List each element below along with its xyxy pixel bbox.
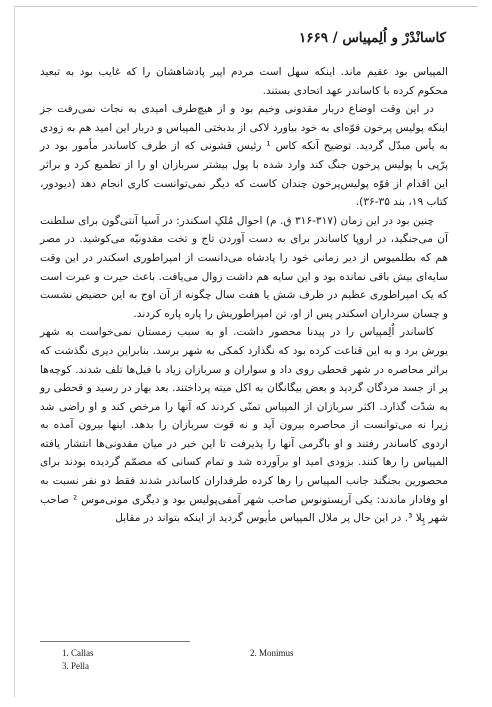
page-edge-top — [14, 6, 478, 7]
page-edge-left — [14, 6, 15, 697]
footnotes — [62, 647, 448, 673]
footnote-2: 2. Monimus — [250, 648, 294, 658]
footnote-3: 3. Pella — [62, 661, 89, 671]
footnote-row — [62, 660, 448, 673]
footnote-rule — [40, 641, 190, 642]
running-header: کاسانْدْرْ و اُلِمپیاس / ۱۶۶۹ — [298, 30, 446, 46]
footnote-row — [62, 647, 448, 660]
paragraph-2: در این وقت اوضاع دربار مقدونی وخیم بود و از هیچ‌طرف امیدی به نجات نمی‌رفت جز اینکه پولیس پرخون قوّه‌ای به خود بیاورد لاکی از بدبختی المپیاس و دربار این امید هم به زودی به یأس مبدّل گردید. توضیح آنکه کاس ¹ رئیس قشونی که از طرف کاساندر مأمور بود در پرّپی با پولیس پرخون جنگ کند وارد شده با پول بیشتر سربازان او را از تطمیع کرد و براثر این اقدام از قوّه پولیس‌پرخون چندان کاست که دیگر نمی‌توانست کاری انجام دهد (دیودور، کتاب ۱۹، بند ۳۵-۳۶). — [40, 103, 448, 209]
footnote-1: 1. Callas — [62, 648, 94, 658]
paragraph-1: المپیاس بود عقیم ماند. اینکه سهل است مردم اپیر پادشاهشان را که غایب بود به تبعید محکوم کرده با کاساندر عهد اتحادی بستند. — [40, 66, 448, 97]
paragraph-4: کاساندر اُلِمپیاس را در پیدنا محصور داشت. او به سبب زمستان نمی‌خواست به شهر یورش برد و به این قناعت کرده بود که نگذارد کمکی به شهر برسد. بنابراین دیری نگذشت که براثر محاصره در شهر قحطی روی داد و سواران و سربازان زیاد با فیل‌ها تلف شدند. کوچه‌ها پر از جسد مردگان گردید و بعض بیگانگان به اکل میته پرداختند. بعد بهار در رسید و قحطی رو به شدّت گذارد. اکثر سربازان از المپیاس تمنّی کردند که آنها را مرخص کند و او راضی شد زیرا نه می‌توانست از محاصره بیرون آید و نه قوت سربازان را بدهد. اینها بیرون آمده به اردوی کاساندر رفتند و او باگرمی آنها را پذیرفت تا این خبر در میان مقدونی‌ها انتشار یافته المپیاس را رها کنند. بزودی امید او برآورده شد و تمام کسانی که مصمّم گردیده بودند برای محصورین بجنگند جانب المپیاس را رها کرده طرفداران کاساندر شدند فقط دو نفر نسبت به او وفادار ماندند: یکی آریستونوس صاحب شهر آمفی‌پولیس بود و دیگری مونی‌موس ² صاحب شهر پِلا ³. در این حال پر ملال المپیاس مأیوس گردید از اینکه بتواند در مقابل — [40, 326, 448, 525]
paragraph-3: چنین بود در این زمان (۳۱۷-۳۱۶ ق. م) احوال مُلکِ اسکندر: در آسیا آنتی‌گون برای سلطنت آن می‌جنگید، در اروپا کاساندر برای به دست آوردن تاج و تخت مقدونیّه می‌کوشید. در مصر هم که بطلمیوس از دیر زمانی خود را پادشاه می‌دانست از امپراطوری اسکندر در این وقت سایه‌ای بیش باقی نمانده بود و این سایه هم داشت زوال می‌یافت. باعث حیرت و عبرت است که یک امپراطوری عظیم در ظرف شش یا هفت سال چگونه از آن اوج به این حضیض نشست و چسان سرداران اسکندر پس از او، تن امپراطوریش را پاره پاره کردند. — [40, 214, 448, 320]
body-text — [40, 63, 448, 528]
